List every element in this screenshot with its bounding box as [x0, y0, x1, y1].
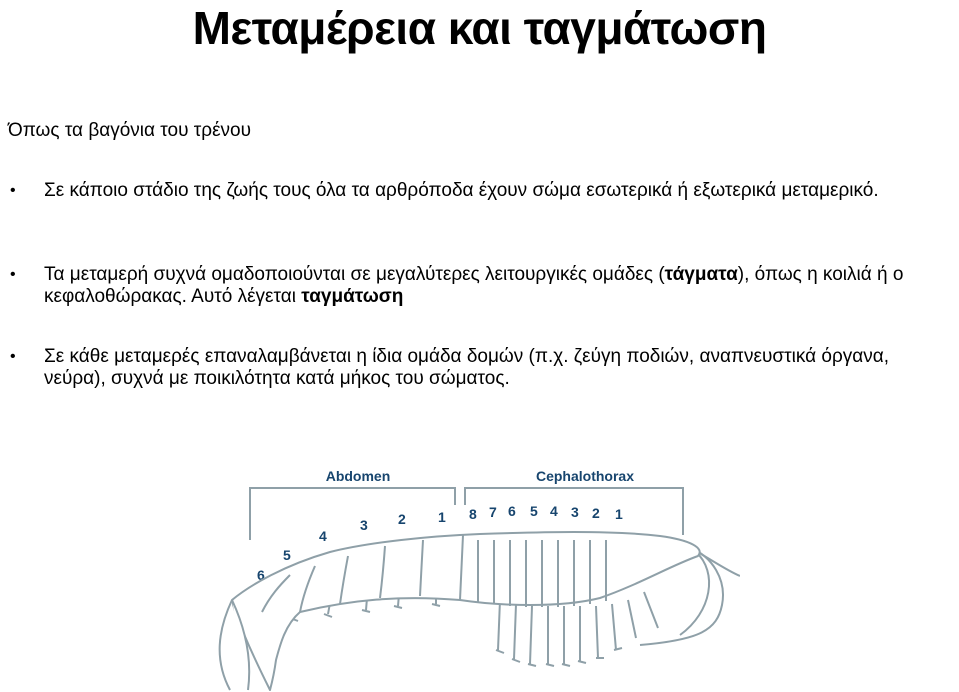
bold-term-tagmatosi: ταγμάτωση — [301, 286, 404, 307]
thorax-number: 6 — [508, 503, 516, 519]
shrimp-segmentation-diagram — [200, 455, 740, 692]
bullet-text: Σε κάποιο στάδιο της ζωής τους όλα τα αρθρόποδα έχουν σώμα εσωτερικά ή εξωτερικά μεταμερικό. — [44, 180, 879, 201]
thorax-number: 4 — [550, 503, 558, 519]
bullet-metamerism — [44, 180, 954, 202]
abdomen-bracket — [250, 488, 455, 540]
abdomen-number: 4 — [319, 528, 327, 544]
abdomen-number: 2 — [398, 511, 406, 527]
slide-subtitle: Όπως τα βαγόνια του τρένου — [8, 120, 252, 141]
thorax-number: 7 — [489, 504, 497, 520]
abdomen-number: 5 — [283, 547, 291, 563]
bullet-text-part: Τα μεταμερή συχνά ομαδοποιούνται σε μεγαλύτερες λειτουργικές ομάδες ( — [44, 264, 665, 285]
thorax-number: 1 — [615, 506, 623, 522]
thorax-number: 3 — [571, 504, 579, 520]
thorax-number: 2 — [592, 505, 600, 521]
bullet-text-part: ), όπως η κοιλιά ή ο κεφαλοθώρακας. Αυτό λέγεται — [44, 264, 904, 307]
bullet-tagmatization — [44, 264, 954, 308]
shrimp-illustration — [220, 532, 740, 690]
abdomen-number: 6 — [257, 567, 265, 583]
abdomen-number: 3 — [360, 517, 368, 533]
bullet-text: Σε κάθε μεταμερές επαναλαμβάνεται η ίδια ομάδα δομών (π.χ. ζεύγη ποδιών, αναπνευστικά όργανα, νεύρα), συχνά με ποικιλότητα κατά μήκος του σώματος. — [44, 346, 889, 389]
abdomen-number: 1 — [438, 509, 446, 525]
thorax-number: 8 — [469, 506, 477, 522]
bullet-repeated-structures — [44, 346, 954, 390]
cephalothorax-segment-numbers — [469, 503, 623, 522]
abdomen-label: Abdomen — [325, 468, 391, 484]
bold-term-tagmata: τάγματα — [664, 264, 738, 285]
slide-title: Μεταμέρεια και ταγμάτωση — [192, 2, 767, 54]
cephalothorax-label: Cephalothorax — [535, 468, 635, 484]
thorax-number: 5 — [530, 503, 538, 519]
